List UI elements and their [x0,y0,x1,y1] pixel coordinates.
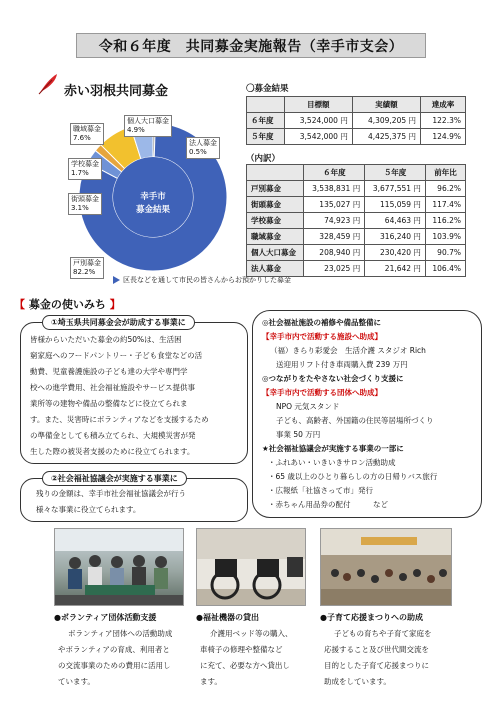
donut-label-gaito [68,193,102,215]
box3-bullet: ・ふれあい・いきいきサロン活動助成 [268,458,396,467]
caption-body-1 [58,626,190,690]
donut-center-line2: 募金結果 [135,205,170,215]
usage-heading [14,296,121,312]
box3-title-1: ◎社会福祉施設の補修や備品整備に [262,318,382,327]
bracket-right: 】 [109,298,121,311]
row-header: 法人募金 [247,261,304,277]
table-cell: 23,025 円 [304,261,365,277]
table-row [247,113,466,129]
donut-note-text: 区長などを通して市民の皆さんからお預かりした募金 [123,276,291,284]
header-cell [247,165,304,181]
table-row [247,181,466,197]
table-cell: 116.2% [425,213,465,229]
table-header-row [247,97,466,113]
table-cell: 74,923 円 [304,213,365,229]
box3-title-3: ★社会福祉協議会が実施する事業の一部に [262,444,404,453]
caption-line: の交流事業のための費用に活用し [58,661,171,670]
caption-line: ます。 [200,677,222,686]
caption-line: 車椅子の修理や整備など [200,645,283,654]
donut-label-pct: 1.7% [71,169,89,177]
box3-red-label-1: 【幸手市内で活動する施設へ助成】 [262,332,382,341]
donut-label-text: 戸別募金 [73,259,101,267]
table-header-row [247,165,466,181]
breakdown-table [246,164,466,277]
table-cell: 3,542,000 円 [284,129,352,145]
para-line: 校への進学費用、社会福祉施設やサービス提供事 [30,383,195,392]
caption-line: ています。 [58,677,95,686]
table-cell: 103.9% [425,229,465,245]
row-header: 職域募金 [247,229,304,245]
table-cell: 4,425,375 円 [352,129,420,145]
table-row [247,213,466,229]
header-cell: 目標額 [284,97,352,113]
header-cell: 前年比 [425,165,465,181]
caption-line: やボランティアの育成、利用者と [58,645,170,654]
header-cell [247,97,285,113]
photo-volunteer-image [55,529,184,606]
arrow-right-icon [113,276,120,284]
page-title: 令和６年度 共同募金実施報告（幸手市支会） [76,33,426,58]
donut-label-text: 法人募金 [189,139,217,147]
table-cell: 328,459 円 [304,229,365,245]
box3-red-label-2: 【幸手市内で活動する団体へ助成】 [262,388,382,397]
row-header: 学校募金 [247,213,304,229]
breakdown-title: （内訳） [246,154,281,164]
table-cell: 96.2% [425,181,465,197]
table-cell: 106.4% [425,261,465,277]
para-line: す。また、災害時にボランティアなどを支援するため [30,415,209,424]
table-cell: 4,309,205 円 [352,113,420,129]
usage-box-1-title: ①埼玉県共同募金会が助成する事業に [42,315,195,330]
box3-bullet: ・赤ちゃん用品券の配付 など [268,500,388,509]
caption-line: 子どもの育ちや子育て家庭を [334,629,432,638]
para-line: 皆様からいただいた募金の約50%は、生活困 [30,335,182,344]
table-cell: 124.9% [421,129,466,145]
photo-festival-image [321,529,452,606]
donut-label-text: 個人大口募金 [127,117,169,125]
table-cell: 122.3% [421,113,466,129]
donut-center [118,191,188,217]
table-cell: 90.7% [425,245,465,261]
donut-label-shokuiki [70,123,104,145]
caption-line: に充て、必要な方へ貸出し [200,661,290,670]
caption-body-3 [324,626,464,690]
table-cell: 115,059 円 [365,197,426,213]
caption-title-1: ●ボランティア団体活動支援 [54,613,157,622]
row-header: 戸別募金 [247,181,304,197]
photo-volunteer [54,528,184,606]
box3-item: （福）きらり彩愛会 生活介護 スタジオ Rich [270,346,426,355]
table-cell: 208,940 円 [304,245,365,261]
table-cell: 117.4% [425,197,465,213]
table-row [247,129,466,145]
donut-label-kojin [124,115,172,137]
para-line: 動費、児童養護施設の子ども達の大学や専門学 [30,367,188,376]
usage-box-1-body [30,332,244,460]
usage-box-3-body [262,316,478,512]
caption-line: 応援すること及び世代間交流を [324,645,429,654]
para-line: の準備金としても積み立てられ、大規模災害が発 [30,431,196,440]
photo-wheelchairs [196,528,306,606]
caption-line: 助成をしています。 [324,677,391,686]
row-header: 街頭募金 [247,197,304,213]
table-row [247,261,466,277]
caption-line: 目的とした子育て応援まつりに [324,661,429,670]
table-cell: 3,677,551 円 [365,181,426,197]
table-row [247,197,466,213]
para-line: 窮家庭へのフードパントリー・子ども食堂などの活 [30,351,203,360]
donut-center-line1: 幸手市 [140,192,166,202]
photo-wheelchairs-image [197,529,306,606]
box3-item: 子ども、高齢者、外国籍の住民等居場所づくり [276,416,434,425]
donut-label-pct: 4.9% [127,126,145,134]
header-cell: 達成率 [421,97,466,113]
donut-label-text: 職域募金 [73,125,101,133]
section-heading: 赤い羽根共同募金 [64,84,169,99]
donut-label-pct: 0.5% [189,148,207,156]
usage-heading-text: 募金の使いみち [28,298,106,311]
header-cell: ６年度 [304,165,365,181]
usage-box-2-title: ②社会福祉協議会が実施する事業に [42,471,187,486]
donut-label-pct: 82.2% [73,268,96,276]
para-line: 様々な事業に役立てられます。 [36,505,141,514]
table-row [247,245,466,261]
red-feather-icon [36,72,60,96]
usage-box-2-body [36,486,244,518]
table-cell: 21,642 円 [365,261,426,277]
table-cell: 3,524,000 円 [284,113,352,129]
caption-line: 介護用ベッド等の購入、 [210,629,293,638]
para-line: 残りの金額は、幸手市社会福祉協議会が行う [36,489,186,498]
caption-title-2: ●福祉機器の貸出 [196,613,259,622]
table-cell: 64,463 円 [365,213,426,229]
box3-item: NPO 元気スタンド [276,402,340,411]
donut-label-kobetsu [70,257,104,279]
box3-bullet: ・広報紙「社協さって市」発行 [268,486,373,495]
table-row [247,229,466,245]
caption-title-3: ●子育て応援まつりへの助成 [320,613,423,622]
donut-label-gakko [68,158,102,180]
box3-title-2: ◎つながりをたやさない社会づくり支援に [262,374,404,383]
donut-label-text: 街頭募金 [71,195,99,203]
caption-line: ボランティア団体への活動助成 [68,629,173,638]
box3-item: 送迎用リフト付き車両購入費 239 万円 [276,360,408,369]
para-line: 業所等の建物や備品の整備などに役立てられま [30,399,188,408]
results-title: 〇募金結果 [246,84,289,94]
photo-festival [320,528,452,606]
donut-label-pct: 7.6% [73,134,91,142]
para-line: 生した際の被災者支援のために役立てられます。 [30,447,195,456]
header-cell: 実績額 [352,97,420,113]
table-cell: 316,240 円 [365,229,426,245]
box3-bullet: ・65 歳以上のひとり暮らしの方の日帰りバス旅行 [268,472,438,481]
table-cell: 230,420 円 [365,245,426,261]
table-cell: 3,538,831 円 [304,181,365,197]
caption-body-2 [200,626,312,690]
donut-label-pct: 3.1% [71,204,89,212]
bracket-left: 【 [14,298,25,311]
header-cell: ５年度 [365,165,426,181]
table-cell: 135,027 円 [304,197,365,213]
box3-item: 事業 50 万円 [276,430,321,439]
results-table [246,96,466,145]
donut-label-text: 学校募金 [71,160,99,168]
row-header: ６年度 [247,113,285,129]
row-header: ５年度 [247,129,285,145]
row-header: 個人大口募金 [247,245,304,261]
donut-label-hojin [186,137,220,159]
